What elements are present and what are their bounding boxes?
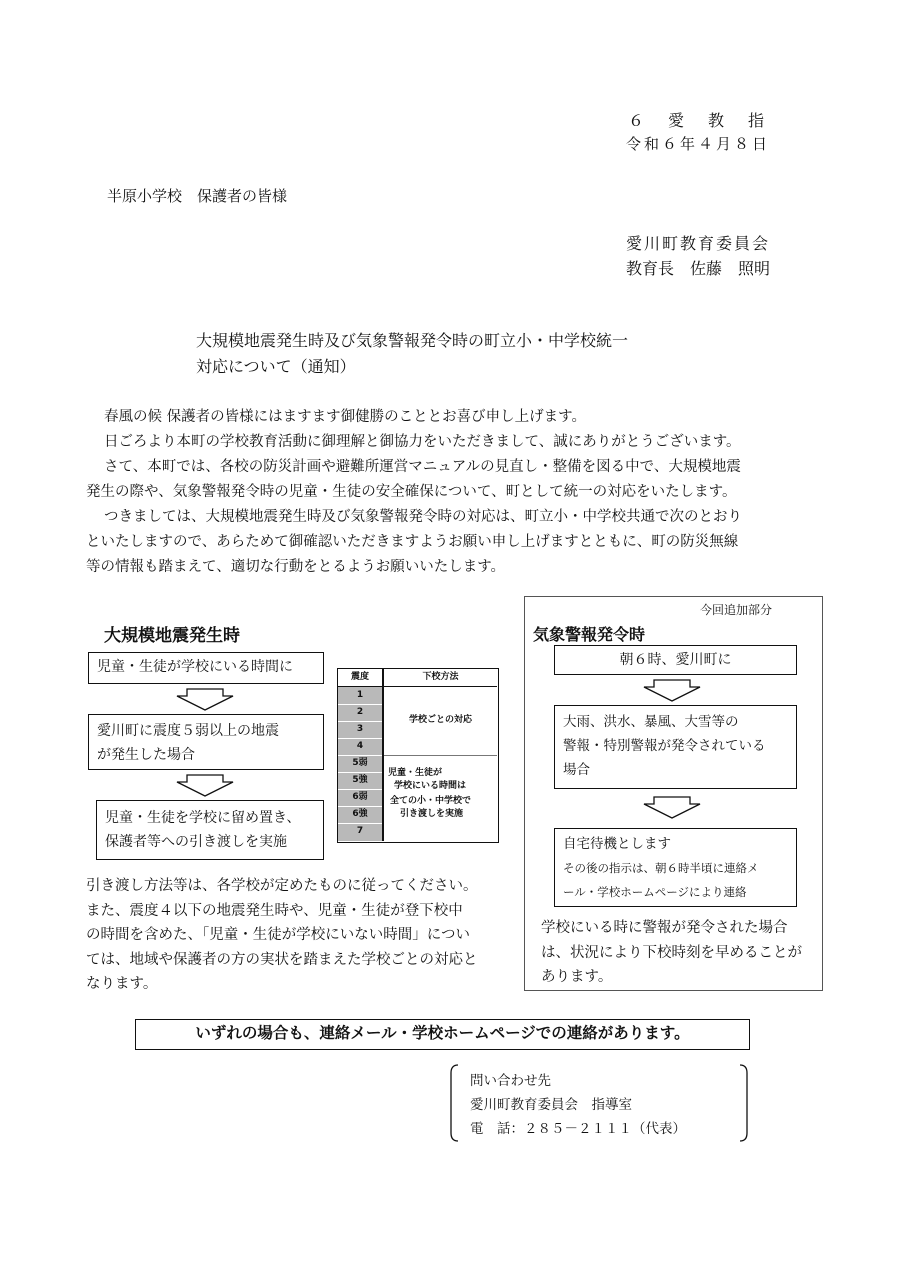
earthquake-step-3-line-2: 保護者等への引き渡しを実施 bbox=[105, 834, 287, 850]
intensity-level: 6弱 bbox=[338, 789, 382, 807]
seismic-intensity-table bbox=[337, 668, 499, 843]
action-high-intensity bbox=[388, 767, 496, 821]
body-line-5: つきましては、大規模地震発生時及び気象警報発令時の対応は、町立小・中学校共通で次のとおり bbox=[104, 509, 742, 525]
earthquake-heading: 大規模地震発生時 bbox=[104, 626, 240, 646]
body-line-3: さて、本町では、各校の防災計画や避難所運営マニュアルの見直し・整備を図る中で、大規模地震 bbox=[104, 459, 741, 475]
down-arrow-icon bbox=[175, 688, 235, 712]
table-header-method: 下校方法 bbox=[422, 672, 459, 682]
weather-step-2-line-2: 警報・特別警報が発令されている bbox=[563, 738, 766, 754]
weather-step-3-box bbox=[554, 828, 797, 907]
added-section-label: 今回追加部分 bbox=[700, 603, 773, 617]
contact-notice-banner bbox=[135, 1019, 750, 1050]
weather-step-3-line-1: 自宅待機とします bbox=[563, 836, 671, 852]
earthquake-note-line: 引き渡し方法等は、各学校が定めたものに従ってください。 bbox=[86, 878, 478, 894]
sender-name: 教育長 佐藤 照明 bbox=[626, 259, 771, 278]
earthquake-step-2-line-1: 愛川町に震度５弱以上の地震 bbox=[97, 723, 279, 739]
intensity-level: 6強 bbox=[338, 806, 382, 824]
table-header-intensity: 震度 bbox=[350, 672, 369, 682]
earthquake-step-2-box bbox=[88, 714, 324, 770]
action-high-line-2: 学校にいる時間は bbox=[394, 781, 467, 791]
intensity-level: 3 bbox=[338, 721, 382, 739]
intensity-level: 2 bbox=[338, 704, 382, 722]
earthquake-note-line: なります。 bbox=[86, 976, 158, 992]
weather-step-1-box bbox=[554, 645, 797, 675]
addressee: 半原小学校 保護者の皆様 bbox=[107, 187, 288, 205]
weather-note bbox=[541, 916, 802, 990]
weather-step-2-line-1: 大雨、洪水、暴風、大雪等の bbox=[563, 714, 739, 730]
down-arrow-icon bbox=[642, 796, 702, 820]
earthquake-step-2-line-2: が発生した場合 bbox=[97, 747, 195, 763]
document-date: 令和６年４月８日 bbox=[626, 135, 771, 153]
title-line-1: 大規模地震発生時及び気象警報発令時の町立小・中学校統一 bbox=[196, 331, 629, 350]
body-line-7: 等の情報も踏まえて、適切な行動をとるようお願いいたします。 bbox=[86, 559, 506, 575]
earthquake-note-line: ては、地域や保護者の方の実状を踏まえた学校ごとの対応と bbox=[86, 951, 478, 968]
body-line-1: 春風の候 保護者の皆様にはますます御健勝のこととお喜び申し上げます。 bbox=[104, 409, 586, 425]
title-line-2: 対応について（通知） bbox=[196, 357, 356, 376]
intensity-level: 1 bbox=[338, 687, 382, 705]
weather-heading: 気象警報発令時 bbox=[533, 625, 646, 644]
action-low-intensity: 学校ごとの対応 bbox=[408, 715, 472, 725]
weather-note-line: は、状況により下校時刻を早めることが bbox=[541, 944, 802, 961]
earthquake-step-3-box bbox=[96, 800, 324, 860]
contact-label: 問い合わせ先 bbox=[470, 1073, 551, 1089]
action-high-line-4: 引き渡しを実施 bbox=[400, 809, 464, 819]
right-bracket bbox=[738, 1063, 750, 1143]
contact-notice-text: いずれの場合も、連絡メール・学校ホームページでの連絡があります。 bbox=[195, 1024, 690, 1042]
earthquake-note-line: また、震度４以下の地震発生時や、児童・生徒が登下校中 bbox=[86, 902, 463, 919]
earthquake-note-line: の時間を含めた、「児童・生徒が学校にいない時間」につい bbox=[86, 927, 470, 943]
weather-step-3-line-2: その後の指示は、朝６時半頃に連絡メ bbox=[563, 861, 759, 875]
down-arrow-icon bbox=[175, 774, 235, 798]
earthquake-step-1-box bbox=[88, 652, 324, 684]
body-line-4: 発生の際や、気象警報発令時の児童・生徒の安全確保について、町として統一の対応をいたします。 bbox=[86, 484, 737, 500]
intensity-level: 5強 bbox=[338, 772, 382, 790]
earthquake-step-3-line-1: 児童・生徒を学校に留め置き、 bbox=[105, 810, 301, 826]
document-number: ６ 愛 教 指 bbox=[628, 111, 769, 130]
weather-step-2-box bbox=[554, 705, 797, 789]
sender-organization: 愛川町教育委員会 bbox=[626, 234, 771, 253]
earthquake-note bbox=[86, 874, 478, 997]
body-line-2: 日ごろより本町の学校教育活動に御理解と御協力をいただきまして、誠にありがとうございます。 bbox=[104, 434, 741, 450]
weather-step-2-line-3: 場合 bbox=[563, 762, 590, 778]
weather-step-1-text: 朝６時、愛川町に bbox=[619, 652, 732, 668]
intensity-level: 5弱 bbox=[338, 755, 382, 773]
down-arrow-icon bbox=[642, 679, 702, 703]
intensity-level: 7 bbox=[356, 826, 364, 836]
contact-office: 愛川町教育委員会 指導室 bbox=[470, 1097, 632, 1113]
body-line-6: といたしますので、あらためて御確認いただきますようお願い申し上げますとともに、町の防災無線 bbox=[86, 534, 739, 550]
weather-note-line: あります。 bbox=[541, 969, 613, 985]
intensity-level: 4 bbox=[338, 738, 382, 756]
weather-step-3-line-3: ール・学校ホームページにより連絡 bbox=[563, 885, 747, 899]
action-high-line-1: 児童・生徒が bbox=[388, 768, 443, 778]
weather-note-line: 学校にいる時に警報が発令された場合 bbox=[541, 920, 788, 936]
earthquake-step-1-text: 児童・生徒が学校にいる時間に bbox=[97, 659, 293, 675]
left-bracket bbox=[448, 1063, 460, 1143]
contact-info bbox=[470, 1069, 686, 1141]
contact-phone: 電 話：２８５－２１１１（代表） bbox=[470, 1121, 686, 1137]
action-high-line-3: 全ての小・中学校で bbox=[390, 796, 472, 806]
